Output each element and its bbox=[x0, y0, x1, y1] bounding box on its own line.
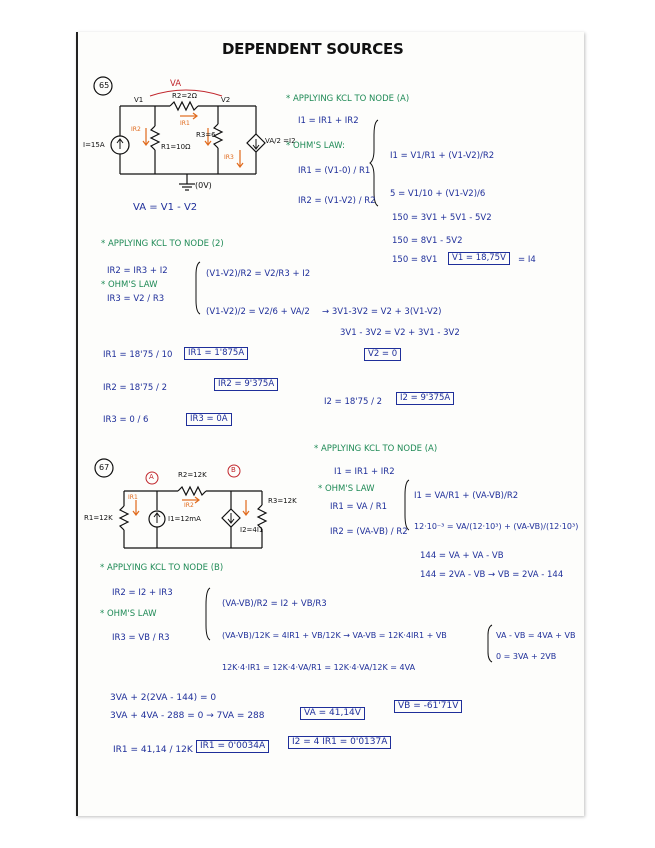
step-1: I1 = V1/R1 + (V1-V2)/R2 bbox=[390, 151, 495, 161]
v2-result-box: V2 = 0 bbox=[364, 348, 401, 361]
kcl-2-step-3: → 3V1-3V2 = V2 + 3(V1-V2) bbox=[322, 307, 442, 317]
circuit-label-source: I=15A bbox=[83, 141, 105, 149]
i2-calc: I2 = 18'75 / 2 bbox=[324, 397, 383, 407]
ir3-calc: IR3 = 0 / 6 bbox=[103, 415, 149, 425]
v1-result-box: V1 = 18,75V bbox=[448, 252, 510, 265]
i2-result-box: I2 = 9'375A bbox=[396, 392, 454, 405]
step-3: 150 = 3V1 + 5V1 - 5V2 bbox=[392, 213, 492, 223]
circuit-label-ir3: IR3 bbox=[224, 154, 234, 161]
kcl-67-b-step-2: (VA-VB)/12K = 4IR1 + VB/12K → VA-VB = 12K·4IR1 + VB bbox=[222, 631, 447, 640]
kcl-67-node-b-heading: * APPLYING KCL TO NODE (B) bbox=[100, 563, 224, 573]
kcl-67-a-step-4: 144 = 2VA - VB → VB = 2VA - 144 bbox=[420, 570, 564, 580]
i2-source-label: I2=4I1 bbox=[240, 526, 264, 534]
kcl-node-2-heading: * APPLYING KCL TO NODE (2) bbox=[101, 239, 224, 249]
circuit-label-dependent: VA/2 =I2 bbox=[265, 137, 296, 145]
ir1-67-calc: IR1 = 41,14 / 12K bbox=[113, 745, 193, 755]
ohms-law-label-67b: * OHM'S LAW bbox=[100, 609, 157, 619]
step-2: 5 = V1/10 + (V1-V2)/6 bbox=[390, 189, 486, 199]
ohms-law-label: * OHM'S LAW: bbox=[286, 141, 345, 151]
node-b-label: B bbox=[231, 466, 236, 474]
kcl-2-step-2: (V1-V2)/2 = V2/6 + VA/2 bbox=[206, 307, 310, 317]
kcl-67-a-step-1: I1 = VA/R1 + (VA-VB)/R2 bbox=[414, 491, 519, 501]
circuit-label-r3: R3=6 bbox=[196, 131, 216, 139]
kcl-node-a-heading: * APPLYING KCL TO NODE (A) bbox=[286, 94, 410, 104]
kcl-67-b-step-3: 12K·4·IR1 = 12K·4·VA/R1 = 12K·4·VA/12K = 4VA bbox=[222, 663, 416, 672]
ir2-expression: IR2 = (V1-V2) / R2 bbox=[298, 196, 376, 206]
final-step-2: 3VA + 4VA - 288 = 0 → 7VA = 288 bbox=[110, 711, 265, 721]
kcl-a-eq: I1 = IR1 + IR2 bbox=[298, 116, 359, 126]
circuit-label-v1: V1 bbox=[134, 96, 144, 104]
r1-label: R1=12K bbox=[84, 514, 113, 522]
step-5: 150 = 8V1 bbox=[392, 255, 438, 265]
i2-67-result-box: I2 = 4 IR1 = 0'0137A bbox=[288, 736, 391, 749]
ir1-67-expression: IR1 = VA / R1 bbox=[330, 502, 388, 512]
kcl-67-b-step-5: 0 = 3VA + 2VB bbox=[496, 652, 557, 661]
va-equation: VA = V1 - V2 bbox=[133, 202, 198, 213]
circuit-label-ir2: IR2 bbox=[131, 126, 141, 133]
circuit-label-ir1: IR1 bbox=[180, 120, 190, 127]
kcl-67-node-a-heading: * APPLYING KCL TO NODE (A) bbox=[314, 444, 438, 454]
r3-label: R3=12K bbox=[268, 497, 297, 505]
step-4: 150 = 8V1 - 5V2 bbox=[392, 236, 463, 246]
circuit-label-r1: R1=10Ω bbox=[161, 143, 191, 151]
kcl-2-eq: IR2 = IR3 + I2 bbox=[107, 266, 168, 276]
circuit-label-r2: R2=2Ω bbox=[172, 92, 197, 100]
step-5-tail: = I4 bbox=[518, 255, 536, 265]
node-a-label: A bbox=[149, 473, 154, 481]
ir2-67-expression: IR2 = (VA-VB) / R2 bbox=[330, 527, 408, 537]
kcl-67-b-step-4: VA - VB = 4VA + VB bbox=[496, 631, 576, 640]
ir3-expression: IR3 = V2 / R3 bbox=[107, 294, 165, 304]
r2-label: R2=12K bbox=[178, 471, 207, 479]
kcl-67-b-eq: IR2 = I2 + IR3 bbox=[112, 588, 173, 598]
circuit-label-va: VA bbox=[170, 79, 182, 89]
ir2-result-box: IR2 = 9'375A bbox=[214, 378, 278, 391]
i1-source-label: I1=12mA bbox=[168, 515, 201, 523]
vb-result-box: VB = -61'71V bbox=[394, 700, 462, 713]
kcl-2-step-1: (V1-V2)/R2 = V2/R3 + I2 bbox=[206, 269, 311, 279]
page-title: DEPENDENT SOURCES bbox=[222, 40, 404, 58]
ohms-law-label-2: * OHM'S LAW bbox=[101, 280, 158, 290]
kcl-2-step-4: 3V1 - 3V2 = V2 + 3V1 - 3V2 bbox=[340, 328, 460, 338]
ir1-calc: IR1 = 18'75 / 10 bbox=[103, 350, 173, 360]
final-step-1: 3VA + 2(2VA - 144) = 0 bbox=[110, 693, 217, 703]
circuit-label-ground: (0V) bbox=[195, 181, 212, 190]
kcl-67-a-step-3: 144 = VA + VA - VB bbox=[420, 551, 504, 561]
ir1-arrow-label: IR1 bbox=[128, 494, 138, 501]
kcl-67-a-step-2: 12·10⁻³ = VA/(12·10³) + (VA-VB)/(12·10³) bbox=[414, 522, 579, 531]
ir2-calc: IR2 = 18'75 / 2 bbox=[103, 383, 167, 393]
problem-number: 65 bbox=[99, 81, 110, 90]
ohms-law-label-67a: * OHM'S LAW bbox=[318, 484, 375, 494]
kcl-67-a-eq: I1 = IR1 + IR2 bbox=[334, 467, 395, 477]
ir2-arrow-label: IR2 bbox=[184, 502, 194, 509]
circuit-label-v2: V2 bbox=[221, 96, 231, 104]
ir1-result-box: IR1 = 1'875A bbox=[184, 347, 248, 360]
ir3-result-box: IR3 = 0A bbox=[186, 413, 232, 426]
ir1-67-result-box: IR1 = 0'0034A bbox=[196, 740, 269, 753]
problem-number-67: 67 bbox=[99, 463, 110, 472]
va-result-box: VA = 41,14V bbox=[300, 707, 365, 720]
ir1-expression: IR1 = (V1-0) / R1 bbox=[298, 166, 371, 176]
kcl-67-b-step-1: (VA-VB)/R2 = I2 + VB/R3 bbox=[222, 599, 327, 609]
ir3-67-expression: IR3 = VB / R3 bbox=[112, 633, 170, 643]
